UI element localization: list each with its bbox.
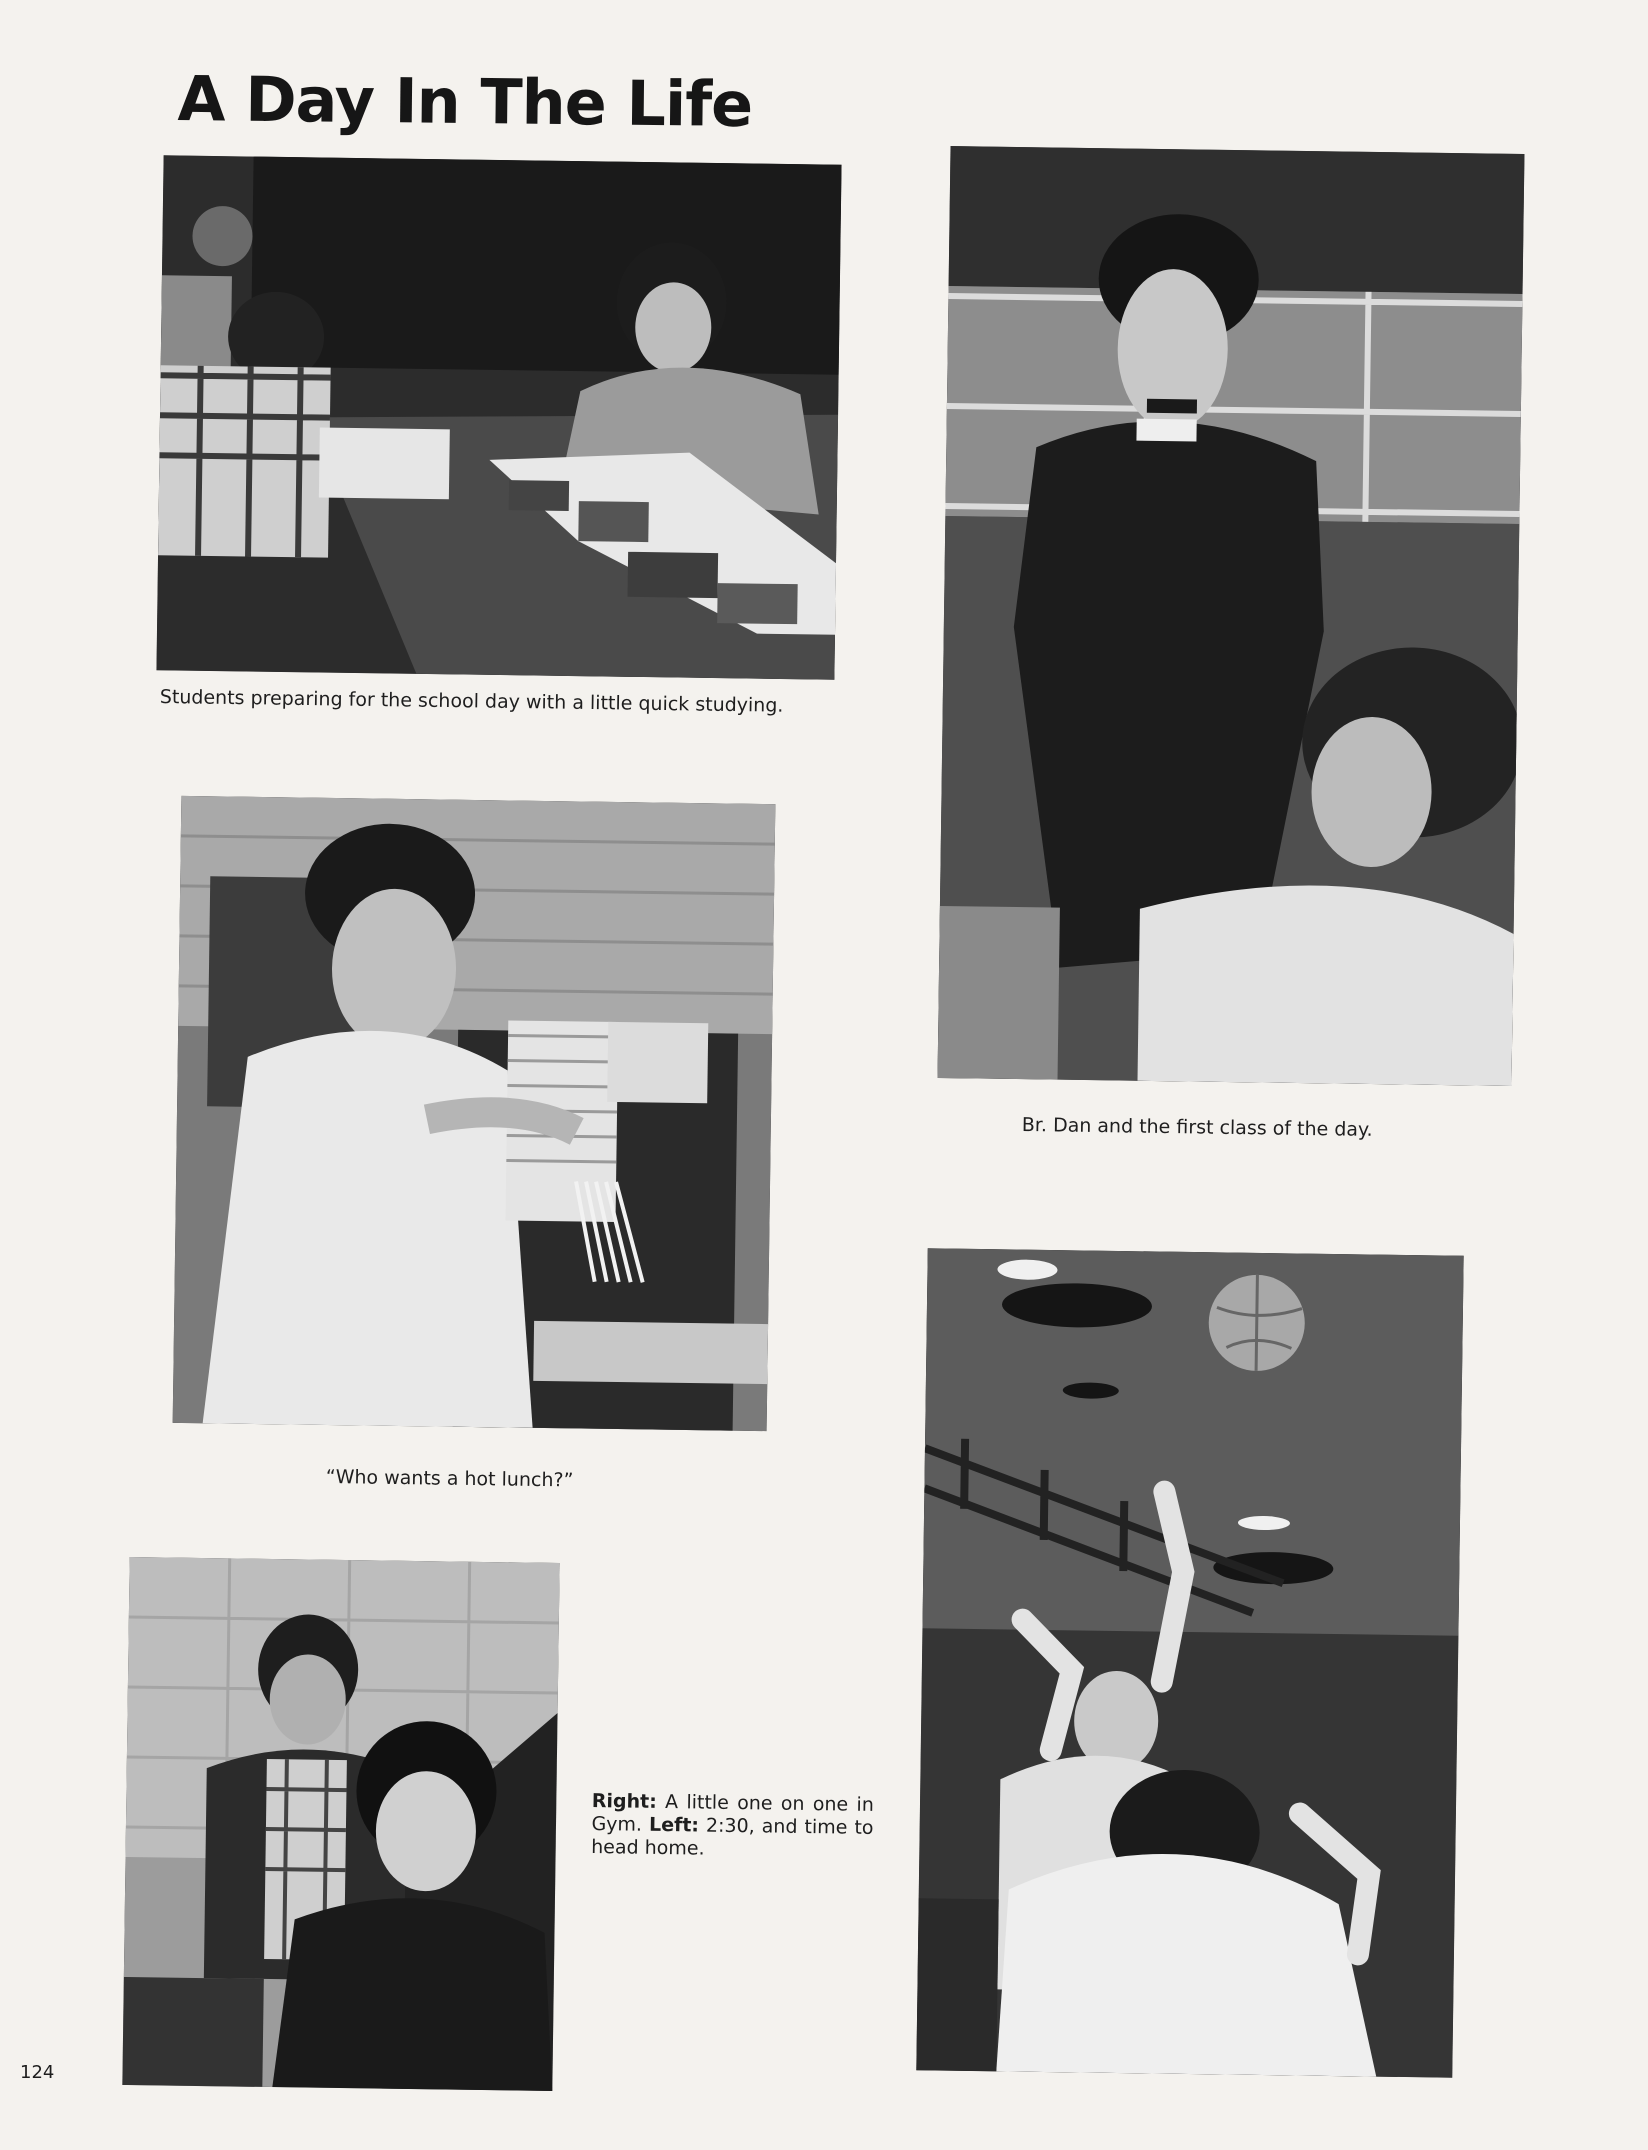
caption-hot-lunch: “Who wants a hot lunch?” — [325, 1466, 574, 1492]
caption-left-label: Left: — [648, 1813, 700, 1837]
gym-image — [916, 1248, 1463, 2077]
caption-right-text: A little one on one in Gym. — [591, 1790, 874, 1836]
heading-home-image — [122, 1557, 559, 2091]
page-number: 124 — [20, 2062, 55, 2083]
photo-heading-home — [122, 1557, 559, 2091]
page-title: A Day In The Life — [177, 62, 753, 142]
caption-heading-home — [591, 1790, 874, 1863]
students-studying-image — [156, 155, 841, 679]
caption-right-label: Right: — [591, 1790, 657, 1813]
caption-students-studying: Students preparing for the school day with a little quick studying. — [159, 686, 784, 717]
photo-br-dan — [938, 146, 1525, 1086]
photo-hot-lunch — [173, 796, 776, 1431]
br-dan-image — [938, 146, 1525, 1086]
caption-left-text: 2:30, and time to head home. — [591, 1814, 874, 1860]
hot-lunch-image — [173, 796, 776, 1431]
caption-br-dan: Br. Dan and the first class of the day. — [1021, 1114, 1373, 1141]
photo-gym-one-on-one — [916, 1248, 1463, 2077]
photo-students-studying — [156, 155, 841, 679]
